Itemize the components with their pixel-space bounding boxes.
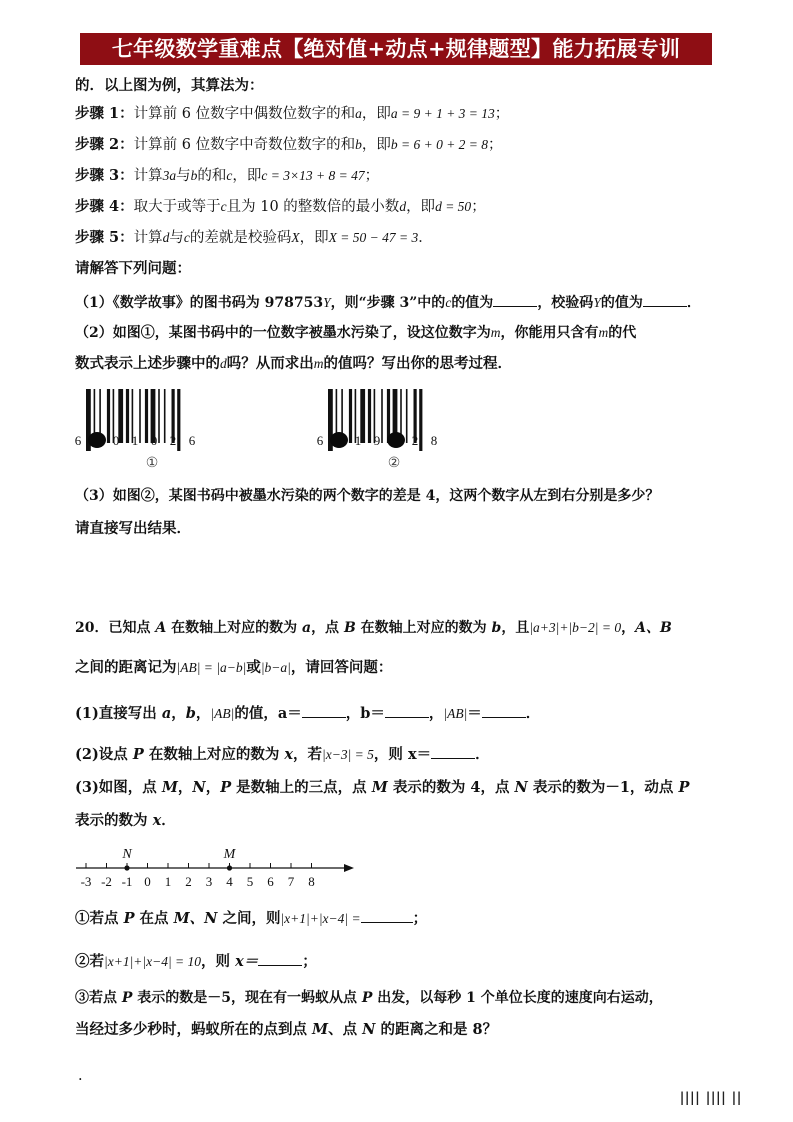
- barcode-digit: 1: [131, 433, 139, 448]
- tick-label: 4: [226, 874, 233, 889]
- q19-part2-line1: （2）如图①，某图书码中的一位数字被墨水污染了，设这位数字为m，你能用只含有m的代: [75, 325, 637, 341]
- barcode-bar: [368, 389, 371, 443]
- footer-dot: ·: [78, 1072, 83, 1088]
- step-1: 步骤 1：计算前 6 位数字中偶数位数字的和a，即a = 9 + 1 + 3 = 13；: [75, 105, 510, 122]
- q19-intro: 的．以上图为例，其算法为：: [75, 77, 264, 94]
- barcode-digit: 0: [150, 433, 158, 448]
- q19-prompt: 请解答下列问题：: [75, 260, 191, 277]
- tick-label: 3: [205, 874, 213, 889]
- answer-blank[interactable]: [431, 744, 475, 759]
- tick-label: -2: [101, 874, 112, 889]
- q19-part1: （1）《数学故事》的图书码为 978753Y，则“步骤 3”中的c的值为 ，校验码Y的值为 ．: [75, 292, 701, 313]
- ink-smudge: [88, 432, 106, 448]
- q20-part2: (2)设点 P 在数轴上对应的数为 x，若|x−3| = 5，则 x＝ ．: [75, 746, 490, 763]
- page-title-banner: 七年级数学重难点【绝对值+动点+规律题型】能力拓展专训: [80, 33, 712, 65]
- point-m-dot: [227, 865, 232, 870]
- barcode-bar: [177, 389, 180, 451]
- tick-label: -3: [80, 874, 92, 889]
- answer-blank[interactable]: [385, 703, 429, 718]
- number-line: [72, 842, 362, 890]
- tick-label: 6: [267, 874, 274, 889]
- barcode-bar: [126, 389, 129, 443]
- point-n-dot: [124, 865, 129, 870]
- tick-label: 7: [287, 874, 295, 889]
- q20-sub3-line1: ③若点 P 表示的数是－5，现在有一蚂蚁从点 P 出发，以每秒 1 个单位长度的速度向右运动，: [75, 990, 663, 1006]
- answer-blank[interactable]: [643, 292, 687, 307]
- tick-label: 8: [308, 874, 315, 889]
- q20-part3-line2: 表示的数为 x．: [75, 812, 176, 829]
- barcode-digit: 1: [354, 433, 362, 448]
- tick-label: 0: [144, 874, 151, 889]
- barcode-digit: 6: [316, 433, 324, 448]
- barcode-caption: ②: [387, 456, 401, 471]
- answer-blank[interactable]: [493, 292, 537, 307]
- step-2: 步骤 2：计算前 6 位数字中奇数位数字的和b，即b = 6 + 0 + 2 = 8；: [75, 136, 503, 153]
- barcode-1: [75, 389, 196, 471]
- q20-sub2: ②若|x+1|+|x−4| = 10，则 x＝ ；: [75, 953, 317, 970]
- barcode-digit: 2: [169, 433, 177, 448]
- barcode-digit: 9: [373, 433, 381, 448]
- axis-arrow: [344, 864, 354, 872]
- tick-label: 2: [185, 874, 192, 889]
- q20-part1: (1)直接写出 a，b，|AB|的值，a＝ ，b＝ ，|AB|＝ ．: [75, 705, 541, 722]
- barcode-bar: [381, 389, 383, 443]
- q20-sub1: ①若点 P 在点 M、N 之间，则|x+1|+|x−4| = ；: [75, 910, 428, 927]
- step-5: 步骤 5：计算d与c的差就是校验码X，即X = 50 − 47 = 3．: [75, 229, 433, 246]
- q20-sub3-line2: 当经过多少秒时，蚂蚁所在的点到点 M、点 N 的距离之和是 8？: [75, 1021, 498, 1038]
- barcode-bar: [419, 389, 422, 451]
- barcode-digit: 8: [430, 433, 438, 448]
- q19-part2-line2: 数式表示上述步骤中的d吗？从而求出m的值吗？写出你的思考过程．: [75, 355, 512, 372]
- tick-label: -1: [121, 874, 133, 889]
- barcode-caption: ①: [145, 456, 159, 471]
- barcode-2: [317, 389, 438, 471]
- barcode-bar: [349, 389, 352, 443]
- tick-label: 1: [164, 874, 172, 889]
- barcode-bar: [406, 389, 408, 443]
- ink-smudge: [387, 432, 405, 448]
- answer-blank[interactable]: [361, 908, 413, 923]
- q20-part3-line1: (3)如图，点 M，N，P 是数轴上的三点，点 M 表示的数为 4，点 N 表示的数为－1，动点 P: [75, 779, 690, 796]
- q19-part3-line2: 请直接写出结果．: [75, 520, 191, 537]
- tick-label: 5: [246, 874, 254, 889]
- barcode-bar: [139, 389, 141, 443]
- answer-blank[interactable]: [482, 703, 526, 718]
- barcode-digit: 2: [411, 433, 419, 448]
- answer-blank[interactable]: [258, 951, 302, 966]
- step-3: 步骤 3：计算3a与b的和c，即c = 3×13 + 8 = 47；: [75, 167, 380, 184]
- barcode-figures: [70, 385, 500, 475]
- ink-smudge: [330, 432, 348, 448]
- barcode-bar: [107, 389, 110, 443]
- step-4: 步骤 4：取大于或等于c且为 10 的整数倍的最小数d，即d = 50；: [75, 198, 486, 215]
- q19-part3-line1: （3）如图②，某图书码中被墨水污染的两个数字的差是 4，这两个数字从左到右分别是多少？: [75, 488, 660, 504]
- barcode-bar: [158, 389, 160, 443]
- barcode-bar: [145, 389, 148, 443]
- barcode-digit: 6: [188, 433, 196, 448]
- q20-line2: 之间的距离记为|AB| = |a−b|或|b−a|，请回答问题：: [75, 659, 393, 676]
- q20-line1: 20．已知点 A 在数轴上对应的数为 a，点 B 在数轴上对应的数为 b，且|a+3|+|b−2| = 0，A、B: [75, 620, 672, 636]
- barcode-digit: 0: [112, 433, 120, 448]
- point-m-label: M: [223, 847, 236, 862]
- barcode-bar: [164, 389, 166, 443]
- barcode-digit: 6: [74, 433, 82, 448]
- watermark: ǀǀǀǀ ǀǀǀǀ ǀǀ: [680, 1090, 743, 1106]
- answer-blank[interactable]: [302, 703, 346, 718]
- point-n-label: N: [122, 847, 132, 862]
